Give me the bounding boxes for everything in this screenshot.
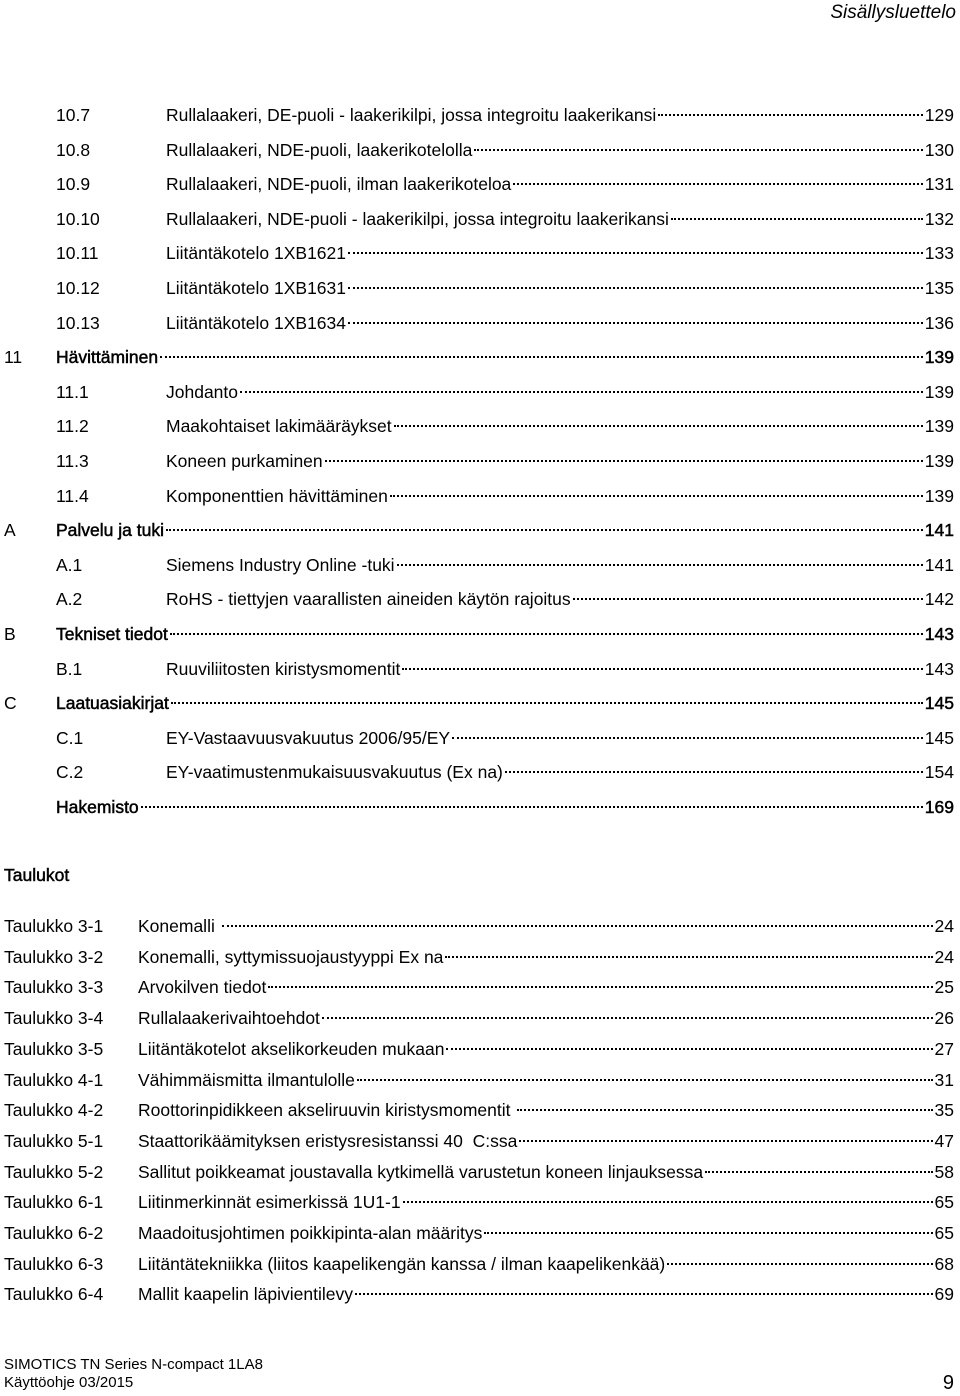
table-list-title: Maadoitusjohtimen poikkipinta-alan määritys — [138, 1223, 483, 1243]
table-list-number: Taulukko 5-1 — [4, 1130, 104, 1151]
dot-leader — [160, 356, 923, 358]
table-list-number: Taulukko 6-2 — [4, 1223, 104, 1243]
dot-leader — [705, 1171, 932, 1173]
running-header: Sisällysluettelo — [830, 2, 956, 23]
table-list-entry[interactable] — [4, 1249, 954, 1280]
dot-leader — [141, 806, 923, 808]
dot-leader — [671, 218, 923, 220]
dot-leader — [222, 925, 933, 927]
toc-entry-title: Maakohtaiset lakimääräykset — [166, 416, 392, 437]
footer — [4, 1356, 263, 1392]
toc-entry-page: 145 — [924, 693, 954, 714]
dot-leader — [357, 1079, 933, 1081]
table-list-entry[interactable] — [4, 1065, 954, 1096]
toc-entry-page: 143 — [924, 624, 954, 644]
table-list-number: Taulukko 6-1 — [4, 1192, 104, 1213]
table-list-title: Konemalli, syttymissuojaustyyppi Ex na — [138, 946, 444, 967]
toc-entry-page: 143 — [924, 658, 954, 679]
toc-entry[interactable] — [56, 411, 954, 442]
toc-entry-number: B.1 — [56, 658, 83, 679]
toc-entry-title: Laatuasiakirjat — [56, 693, 169, 714]
table-list-page: 24 — [934, 946, 954, 967]
table-list-page: 68 — [934, 1253, 954, 1274]
dot-leader — [348, 252, 923, 254]
toc-entry-title: Liitäntäkotelo 1XB1634 — [166, 312, 346, 333]
table-list-title: Arvokilven tiedot — [138, 977, 267, 998]
toc-entry-title: Rullalaakeri, DE-puoli - laakerikilpi, jossa integroitu laakerikansi — [166, 105, 657, 125]
toc-entry[interactable] — [56, 446, 954, 477]
toc-entry-title: Palvelu ja tuki — [56, 520, 164, 541]
table-list-title: Staattorikäämityksen eristysresistanssi 40 C:ssa — [138, 1130, 518, 1151]
dot-leader — [355, 1293, 933, 1295]
toc-entry-title: Rullalaakeri, NDE-puoli, ilman laakerikoteloa — [166, 174, 512, 195]
table-list-entry[interactable] — [4, 972, 954, 1003]
dot-leader — [397, 564, 923, 566]
table-list-entry[interactable] — [4, 1003, 954, 1034]
dot-leader — [484, 1232, 932, 1234]
tables-section-title: Taulukot — [4, 865, 70, 885]
toc-entry[interactable] — [4, 342, 954, 373]
toc-entry[interactable] — [56, 204, 954, 235]
table-list-title: Liitäntätekniikka (liitos kaapelikengän kanssa / ilman kaapelikenkää) — [138, 1253, 666, 1274]
footer-product: SIMOTICS TN Series N-compact 1LA8 — [4, 1356, 263, 1373]
dot-leader — [394, 425, 923, 427]
table-list-entry[interactable] — [4, 1095, 954, 1126]
toc-entry-page: 139 — [924, 451, 954, 471]
dot-leader — [667, 1263, 932, 1265]
toc-entry-number: A — [4, 520, 16, 541]
footer-manual-date: Käyttöohje 03/2015 — [4, 1374, 134, 1391]
table-list-entry[interactable] — [4, 942, 954, 973]
toc-entry-title: Tekniset tiedot — [56, 624, 168, 644]
toc-entry-number: C.2 — [56, 762, 84, 783]
toc-entry-number: 10.7 — [56, 105, 91, 125]
toc-entry-title: Liitäntäkotelo 1XB1631 — [166, 278, 346, 298]
toc-entry-page: 139 — [924, 381, 954, 402]
toc-entry[interactable] — [56, 308, 954, 339]
table-list-entry[interactable] — [4, 1126, 954, 1157]
toc-entry[interactable] — [4, 792, 954, 823]
table-list-entry[interactable] — [4, 911, 954, 942]
toc-entry-number: C.1 — [56, 727, 84, 748]
table-list-page: 69 — [934, 1284, 954, 1305]
toc-entry-page: 154 — [924, 762, 954, 783]
toc-entry-page: 169 — [924, 797, 954, 817]
toc-entry-number: 10.9 — [56, 174, 91, 195]
dot-leader — [348, 322, 923, 324]
toc-entry[interactable] — [56, 273, 954, 304]
page-number: 9 — [942, 1372, 954, 1394]
toc-entry-page: 139 — [924, 416, 954, 437]
toc-entry-title: EY-Vastaavuusvakuutus 2006/95/EY — [166, 727, 451, 748]
toc-entry-number: 11 — [4, 347, 23, 368]
toc-entry[interactable] — [56, 550, 954, 581]
table-list-title: Konemalli — [138, 916, 220, 936]
table-list-title: Roottorinpidikkeen akseliruuvin kiristysmomentit — [138, 1100, 516, 1121]
dot-leader — [171, 702, 923, 704]
table-list-title: Liitäntäkotelot akselikorkeuden mukaan — [138, 1038, 445, 1059]
toc-entry[interactable] — [56, 169, 954, 200]
toc-entry-page: 129 — [924, 105, 954, 125]
dot-leader — [513, 183, 923, 185]
table-list-number: Taulukko 3-2 — [4, 946, 104, 967]
table-list-page: 35 — [934, 1100, 954, 1121]
toc-entry[interactable] — [56, 481, 954, 512]
dot-leader — [474, 149, 922, 151]
toc-entry[interactable] — [56, 135, 954, 166]
table-list-page: 65 — [934, 1192, 954, 1213]
toc-entry-number: 10.8 — [56, 139, 91, 160]
table-list-number: Taulukko 4-1 — [4, 1069, 104, 1090]
toc-entry-number: 10.12 — [56, 278, 100, 298]
toc-entry-number: 11.4 — [56, 485, 89, 506]
toc-entry-title: Komponenttien hävittäminen — [166, 485, 388, 506]
table-list-number: Taulukko 3-1 — [4, 916, 104, 936]
table-list-entry[interactable] — [4, 1279, 954, 1310]
toc-entry-page: 133 — [924, 243, 954, 264]
toc-entry-number: 11.3 — [56, 451, 89, 471]
dot-leader — [402, 668, 922, 670]
toc-entry-title: EY-vaatimustenmukaisuusvakuutus (Ex na) — [166, 762, 503, 783]
table-list-entry[interactable] — [4, 1034, 954, 1065]
toc-entry-number: A.1 — [56, 554, 83, 575]
dot-leader — [517, 1109, 932, 1111]
table-list-title: Sallitut poikkeamat joustavalla kytkimellä varustetun koneen linjauksessa — [138, 1161, 704, 1182]
dot-leader — [403, 1201, 933, 1203]
toc-entry[interactable] — [56, 584, 954, 615]
table-list-number: Taulukko 3-5 — [4, 1038, 104, 1059]
toc-entry-page: 139 — [924, 347, 954, 368]
dot-leader — [170, 633, 923, 635]
table-list-page: 47 — [934, 1130, 954, 1151]
toc-entry-page: 141 — [924, 520, 954, 541]
toc-entry-title: Rullalaakeri, NDE-puoli - laakerikilpi, jossa integroitu laakerikansi — [166, 208, 669, 229]
toc-entry-page: 139 — [924, 485, 954, 506]
table-list-title: Liitinmerkinnät esimerkissä 1U1-1 — [138, 1192, 401, 1213]
toc-entry-title: Ruuviliitosten kiristysmomentit — [166, 658, 401, 679]
toc-entry-title: Hävittäminen — [56, 347, 159, 368]
toc-entry-page: 141 — [924, 554, 954, 575]
dot-leader — [322, 1017, 933, 1019]
toc-entry[interactable] — [56, 377, 954, 408]
dot-leader — [452, 737, 923, 739]
table-list-page: 25 — [934, 977, 954, 998]
toc-entry-number: 11.2 — [56, 416, 89, 437]
toc-entry-page: 145 — [924, 727, 954, 748]
table-list-page: 26 — [934, 1008, 954, 1029]
dot-leader — [240, 391, 923, 393]
table-list-page: 31 — [934, 1069, 954, 1090]
dot-leader — [166, 529, 923, 531]
toc-entry-title: Siemens Industry Online -tuki — [166, 554, 395, 575]
toc-entry-title: Rullalaakeri, NDE-puoli, laakerikotelolla — [166, 139, 473, 160]
dot-leader — [390, 495, 923, 497]
toc-entry-page: 136 — [924, 312, 954, 333]
toc-entry-number: B — [4, 624, 16, 644]
toc-entry-page: 142 — [924, 589, 954, 610]
toc-entry-title: Johdanto — [166, 381, 239, 402]
table-list-number: Taulukko 5-2 — [4, 1161, 104, 1182]
toc-entry[interactable] — [56, 238, 954, 269]
table-list-title: Rullalaakerivaihtoehdot — [138, 1008, 320, 1029]
toc-entry-number: A.2 — [56, 589, 83, 610]
table-list-number: Taulukko 3-3 — [4, 977, 104, 998]
table-list-page: 65 — [934, 1223, 954, 1243]
toc-entry[interactable] — [56, 757, 954, 788]
table-list-number: Taulukko 4-2 — [4, 1100, 104, 1121]
table-list-entry[interactable] — [4, 1218, 954, 1249]
toc-entry-title: RoHS - tiettyjen vaarallisten aineiden käytön rajoitus — [166, 589, 571, 610]
dot-leader — [268, 986, 932, 988]
dot-leader — [325, 460, 923, 462]
dot-leader — [658, 114, 923, 116]
dot-leader — [573, 598, 923, 600]
dot-leader — [446, 1048, 932, 1050]
dot-leader — [348, 287, 923, 289]
toc-entry-page: 132 — [924, 208, 954, 229]
table-list-title: Mallit kaapelin läpivientilevy — [138, 1284, 353, 1305]
toc-entry-title: Liitäntäkotelo 1XB1621 — [166, 243, 346, 264]
table-list-number: Taulukko 6-4 — [4, 1284, 104, 1305]
toc-entry-number: 11.1 — [56, 381, 89, 402]
table-list-title: Vähimmäismitta ilmantulolle — [138, 1069, 355, 1090]
toc-entry-page: 135 — [924, 278, 954, 298]
toc-entry[interactable] — [56, 100, 954, 131]
toc-entry-number: C — [4, 693, 17, 714]
dot-leader — [505, 771, 923, 773]
toc-entry-title: Koneen purkaminen — [166, 451, 323, 471]
toc-entry-number: 10.10 — [56, 208, 100, 229]
table-list-page: 58 — [934, 1161, 954, 1182]
toc-entry-number: 10.13 — [56, 312, 100, 333]
toc-entry[interactable] — [4, 619, 954, 650]
toc-entry[interactable] — [4, 688, 954, 719]
toc-entry[interactable] — [56, 654, 954, 685]
table-list-page: 27 — [934, 1038, 954, 1059]
dot-leader — [519, 1140, 932, 1142]
table-list-page: 24 — [934, 916, 954, 936]
toc-entry[interactable] — [56, 723, 954, 754]
toc-entry-title: Hakemisto — [56, 797, 139, 817]
toc-entry-page: 131 — [924, 174, 954, 195]
dot-leader — [445, 956, 932, 958]
table-list-number: Taulukko 3-4 — [4, 1008, 104, 1029]
toc-entry-number: 10.11 — [56, 243, 99, 264]
toc-entry-page: 130 — [924, 139, 954, 160]
table-list-entry[interactable] — [4, 1187, 954, 1218]
toc-entry[interactable] — [4, 515, 954, 546]
table-list-entry[interactable] — [4, 1157, 954, 1188]
table-list-number: Taulukko 6-3 — [4, 1253, 104, 1274]
